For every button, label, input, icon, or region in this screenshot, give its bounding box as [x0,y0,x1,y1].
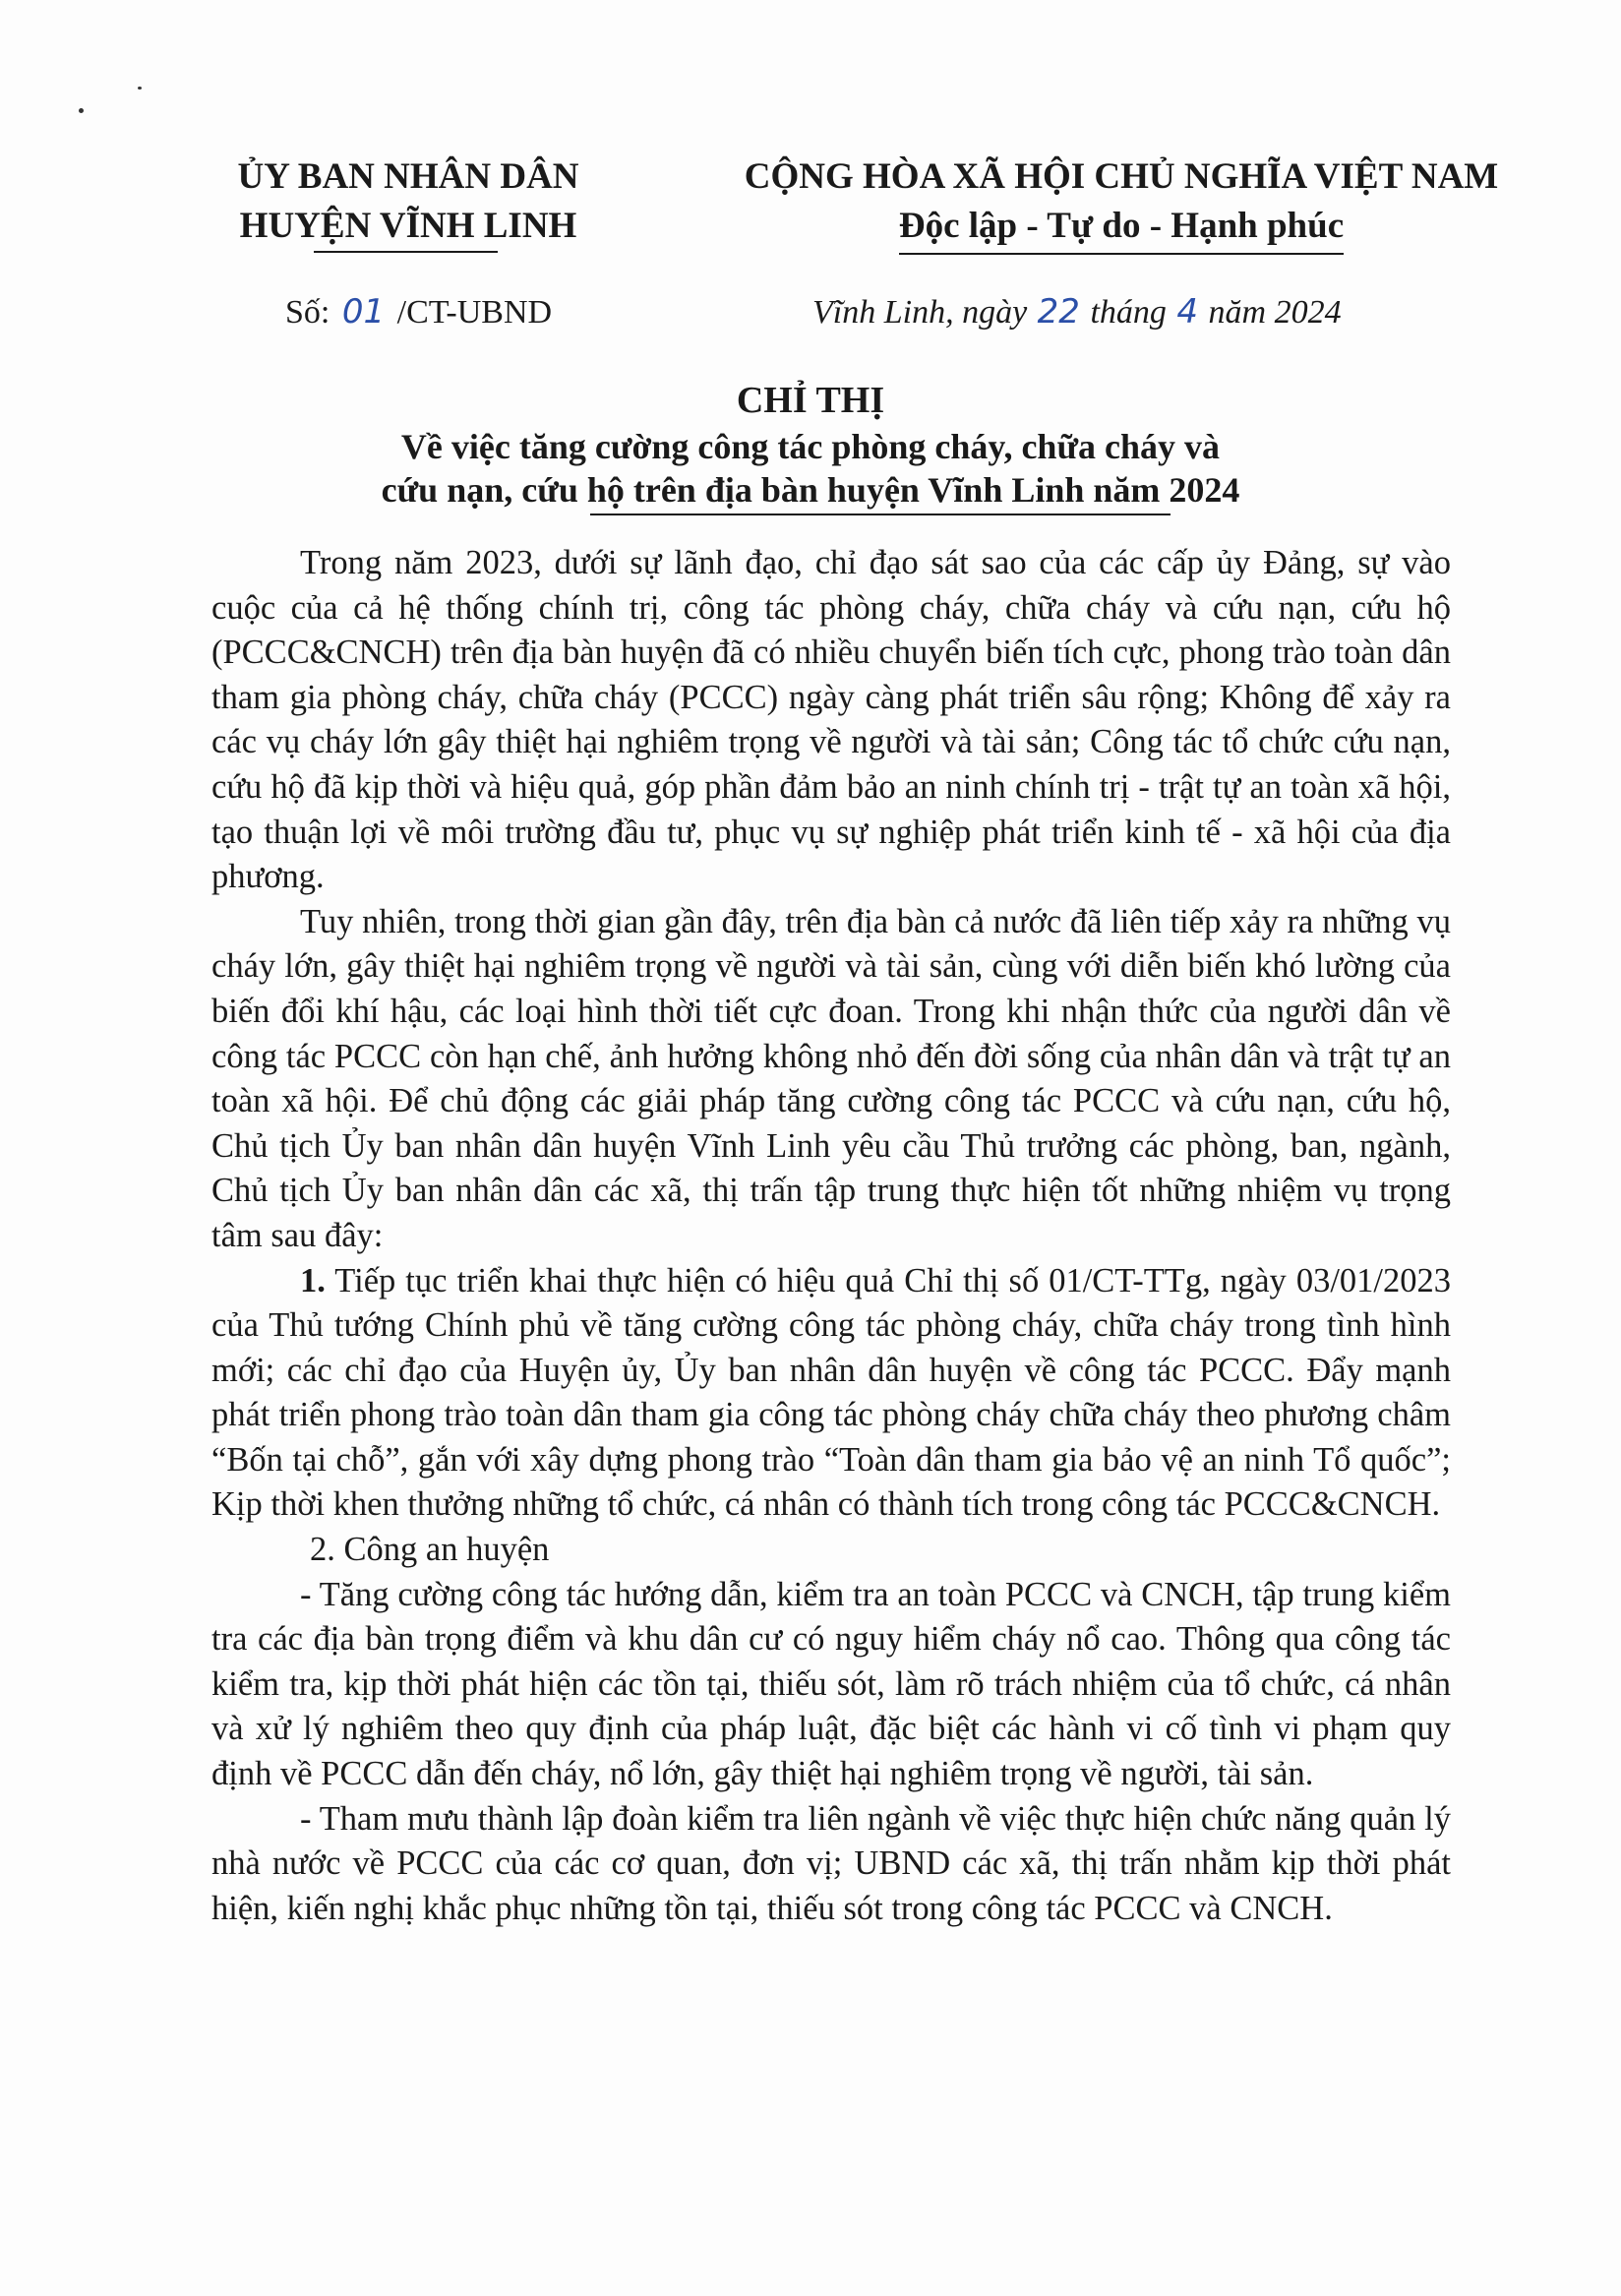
document-title [0,379,1621,512]
doc-type: CHỈ THỊ [736,380,885,421]
item-1-number: 1. [300,1261,326,1299]
title-underline [590,514,1171,515]
number-suffix: /CT-UBND [396,294,553,331]
item-2-bullet-2: - Tham mưu thành lập đoàn kiểm tra liên ngành về việc thực hiện chức năng quản lý nhà nước về PCCC của các cơ quan, đơn vị; UBND các xã, thị trấn nhằm kịp thời phát hiện, kiến nghị khắc phục những tồn tại, thiếu sót trong công tác PCCC và CNCH. [211,1799,1451,1927]
item-2-heading: 2. Công an huyện [310,1531,550,1569]
document-body [211,541,1451,1931]
title-line-2: cứu nạn, cứu hộ trên địa bàn huyện Vĩnh Linh năm 2024 [381,470,1240,510]
date-year: năm 2024 [1208,294,1342,331]
item-2-bullet-1: - Tăng cường công tác hướng dẫn, kiểm tra an toàn PCCC và CNCH, tập trung kiểm tra các địa bàn trọng điểm và khu dân cư có nguy hiểm cháy nổ cao. Thông qua công tác kiểm tra, kịp thời phát hiện các tồn tại, thiếu sót, làm rõ trách nhiệm của tổ chức, cá nhân và xử lý nghiêm theo quy định của pháp luật, đặc biệt các hành vi cố tình vi phạm quy định về PCCC dẫn đến cháy, nổ lớn, gây thiệt hại nghiêm trọng về người, tài sản. [211,1575,1451,1793]
agency-line-2: HUYỆN VĨNH LINH [240,202,577,251]
nation-line-1: CỘNG HÒA XÃ HỘI CHỦ NGHĨA VIỆT NAM [744,156,1499,197]
document-date [812,292,1342,332]
agency-line-1: ỦY BAN NHÂN DÂN [237,156,579,197]
item-1-text: Tiếp tục triển khai thực hiện có hiệu quả Chỉ thị số 01/CT-TTg, ngày 03/01/2023 của Thủ tướng Chính phủ về tăng cường công tác phòng cháy, chữa cháy trong tình hình mới; các chỉ đạo của Huyện ủy, Ủy ban nhân dân huyện về công tác PCCC. Đẩy mạnh phát triển phong trào toàn dân tham gia công tác phòng cháy chữa cháy theo phương châm “Bốn tại chỗ”, gắn với xây dựng phong trào “Toàn dân tham gia bảo vệ an ninh Tổ quốc”; Kịp thời khen thưởng những tổ chức, cá nhân có thành tích trong công tác PCCC&CNCH. [211,1261,1451,1524]
date-month-label: tháng [1090,294,1167,331]
scan-speck [138,87,142,90]
date-month-handwritten: 4 [1176,292,1199,332]
nation-motto: Độc lập - Tự do - Hạnh phúc [899,202,1344,251]
scan-speck [79,108,84,113]
document-number [285,292,552,332]
paragraph-1: Trong năm 2023, dưới sự lãnh đạo, chỉ đạo sát sao của các cấp ủy Đảng, sự vào cuộc của cả hệ thống chính trị, công tác phòng cháy, chữa cháy và cứu nạn, cứu hộ (PCCC&CNCH) trên địa bàn huyện đã có nhiều chuyển biến tích cực, phong trào toàn dân tham gia phòng cháy, chữa cháy (PCCC) ngày càng phát triển sâu rộng; Không để xảy ra các vụ cháy lớn gây thiệt hại nghiêm trọng về người và tài sản; Công tác tổ chức cứu nạn, cứu hộ đã kịp thời và hiệu quả, góp phần đảm bảo an ninh chính trị - trật tự an toàn xã hội, tạo thuận lợi về môi trường đầu tư, phục vụ sự nghiệp phát triển kinh tế - xã hội của địa phương. [211,544,1451,896]
national-title [689,152,1554,251]
date-prefix: Vĩnh Linh, ngày [812,294,1028,331]
paragraph-2: Tuy nhiên, trong thời gian gần đây, trên địa bàn cả nước đã liên tiếp xảy ra những vụ cháy lớn, gây thiệt hại nghiêm trọng về người và tài sản, cùng với diễn biến khó lường của biến đổi khí hậu, các loại hình thời tiết cực đoan. Trong khi nhận thức của người dân về công tác PCCC còn hạn chế, ảnh hưởng không nhỏ đến đời sống của nhân dân và trật tự an toàn xã hội. Để chủ động các giải pháp tăng cường công tác PCCC và cứu nạn, cứu hộ, Chủ tịch Ủy ban nhân dân huyện Vĩnh Linh yêu cầu Thủ trưởng các phòng, ban, ngành, Chủ tịch Ủy ban nhân dân các xã, thị trấn tập trung thực hiện tốt những nhiệm vụ trọng tâm sau đây: [211,902,1451,1254]
item-1 [211,1259,1451,1529]
number-prefix: Số: [285,294,330,331]
issuing-agency [197,152,620,251]
date-day-handwritten: 22 [1037,292,1080,332]
number-handwritten: 01 [341,292,386,332]
title-line-1: Về việc tăng cường công tác phòng cháy, chữa cháy và [400,427,1221,466]
